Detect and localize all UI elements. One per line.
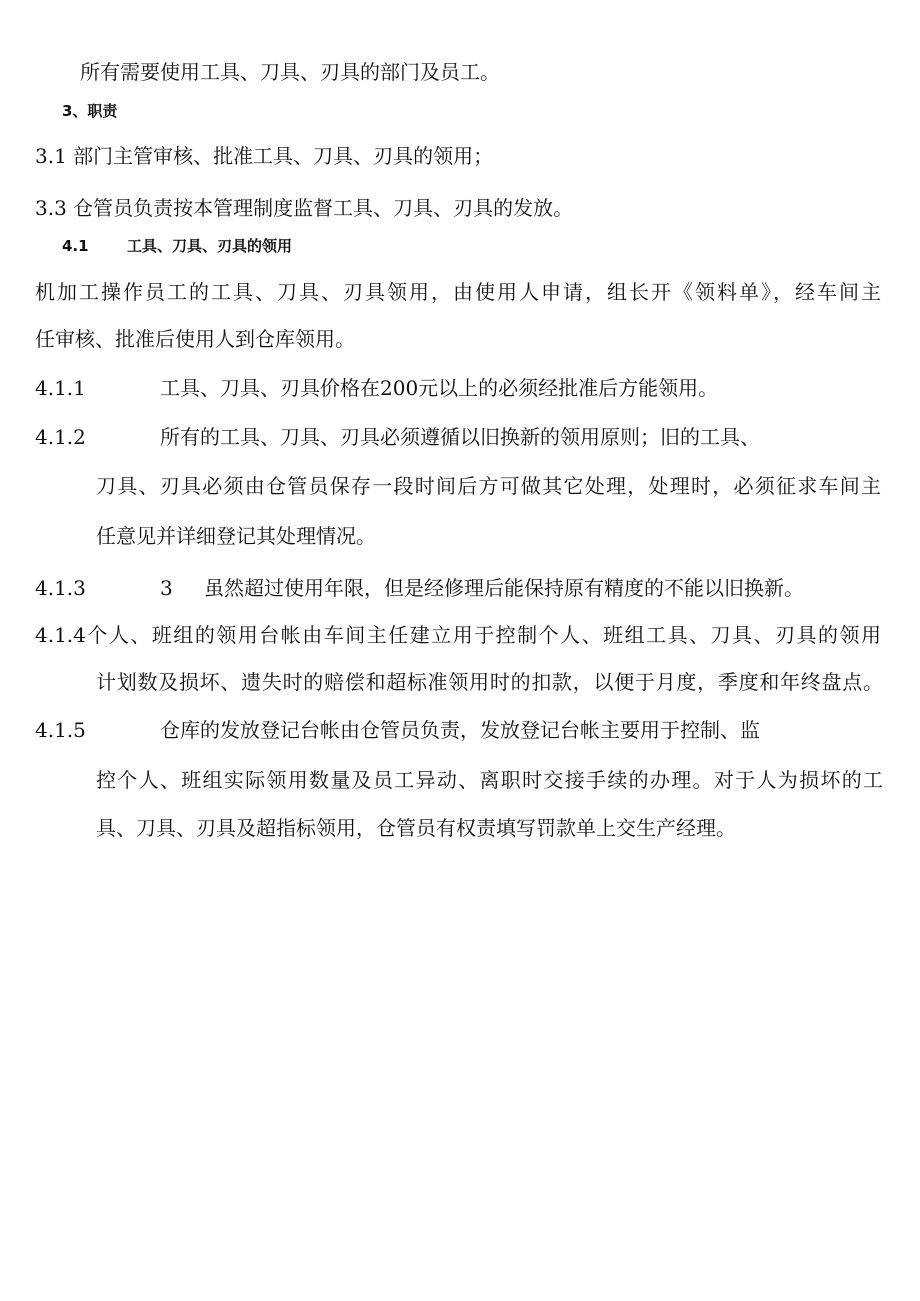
- item-3-3: 3.3 仓管员负责按本管理制度监督工具、刀具、刃具的发放。: [35, 196, 574, 220]
- item-4-1-3-number: 4.1.3: [35, 576, 86, 600]
- item-4-1-5-line-1: 仓库的发放登记台帐由仓管员负责，发放登记台帐主要用于控制、监: [160, 718, 760, 742]
- item-4-1-2-number: 4.1.2: [35, 425, 86, 449]
- para-4-1-line-1: 机加工操作员工的工具、刀具、刃具领用，由使用人申请，组长开《领料单》，经车间主: [35, 280, 881, 304]
- item-3-1: 3.1 部门主管审核、批准工具、刀具、刃具的领用；: [35, 144, 494, 168]
- item-4-1-3-text: 虽然超过使用年限，但是经修理后能保持原有精度的不能以旧换新。: [204, 576, 804, 600]
- section-4-1-heading: [62, 236, 292, 256]
- item-4-1-4-line-2: 计划数及损坏、遗失时的赔偿和超标准领用时的扣款，以便于月度，季度和年终盘点。: [96, 670, 883, 694]
- section-3-heading: 3、职责: [62, 102, 118, 120]
- item-4-1-5-number: 4.1.5: [35, 718, 86, 742]
- scope-line: 所有需要使用工具、刀具、刃具的部门及员工。: [80, 60, 500, 84]
- item-4-1-1-text: 工具、刀具、刃具价格在200元以上的必须经批准后方能领用。: [160, 376, 719, 400]
- item-4-1-5-line-2: 控个人、班组实际领用数量及员工异动、离职时交接手续的办理。对于人为损坏的工: [96, 768, 883, 792]
- section-4-1-title: 工具、刀具、刃具的领用: [127, 237, 293, 255]
- item-4-1-4-line-1: 4.1.4个人、班组的领用台帐由车间主任建立用于控制个人、班组工具、刀具、刃具的领用: [35, 623, 881, 647]
- item-4-1-5-line-3: 具、刀具、刃具及超指标领用，仓管员有权责填写罚款单上交生产经理。: [96, 816, 736, 840]
- item-4-1-2-line-3: 任意见并详细登记其处理情况。: [96, 524, 376, 548]
- section-4-1-number: 4.1: [62, 237, 89, 255]
- para-4-1-line-2: 任审核、批准后使用人到仓库领用。: [35, 327, 355, 351]
- item-4-1-2-line-1: 所有的工具、刀具、刃具必须遵循以旧换新的领用原则；旧的工具、: [160, 425, 760, 449]
- item-4-1-2-line-2: 刀具、刃具必须由仓管员保存一段时间后方可做其它处理，处理时，必须征求车间主: [96, 474, 881, 498]
- item-4-1-1-number: 4.1.1: [35, 376, 86, 400]
- item-4-1-3-sub-number: 3: [160, 576, 173, 600]
